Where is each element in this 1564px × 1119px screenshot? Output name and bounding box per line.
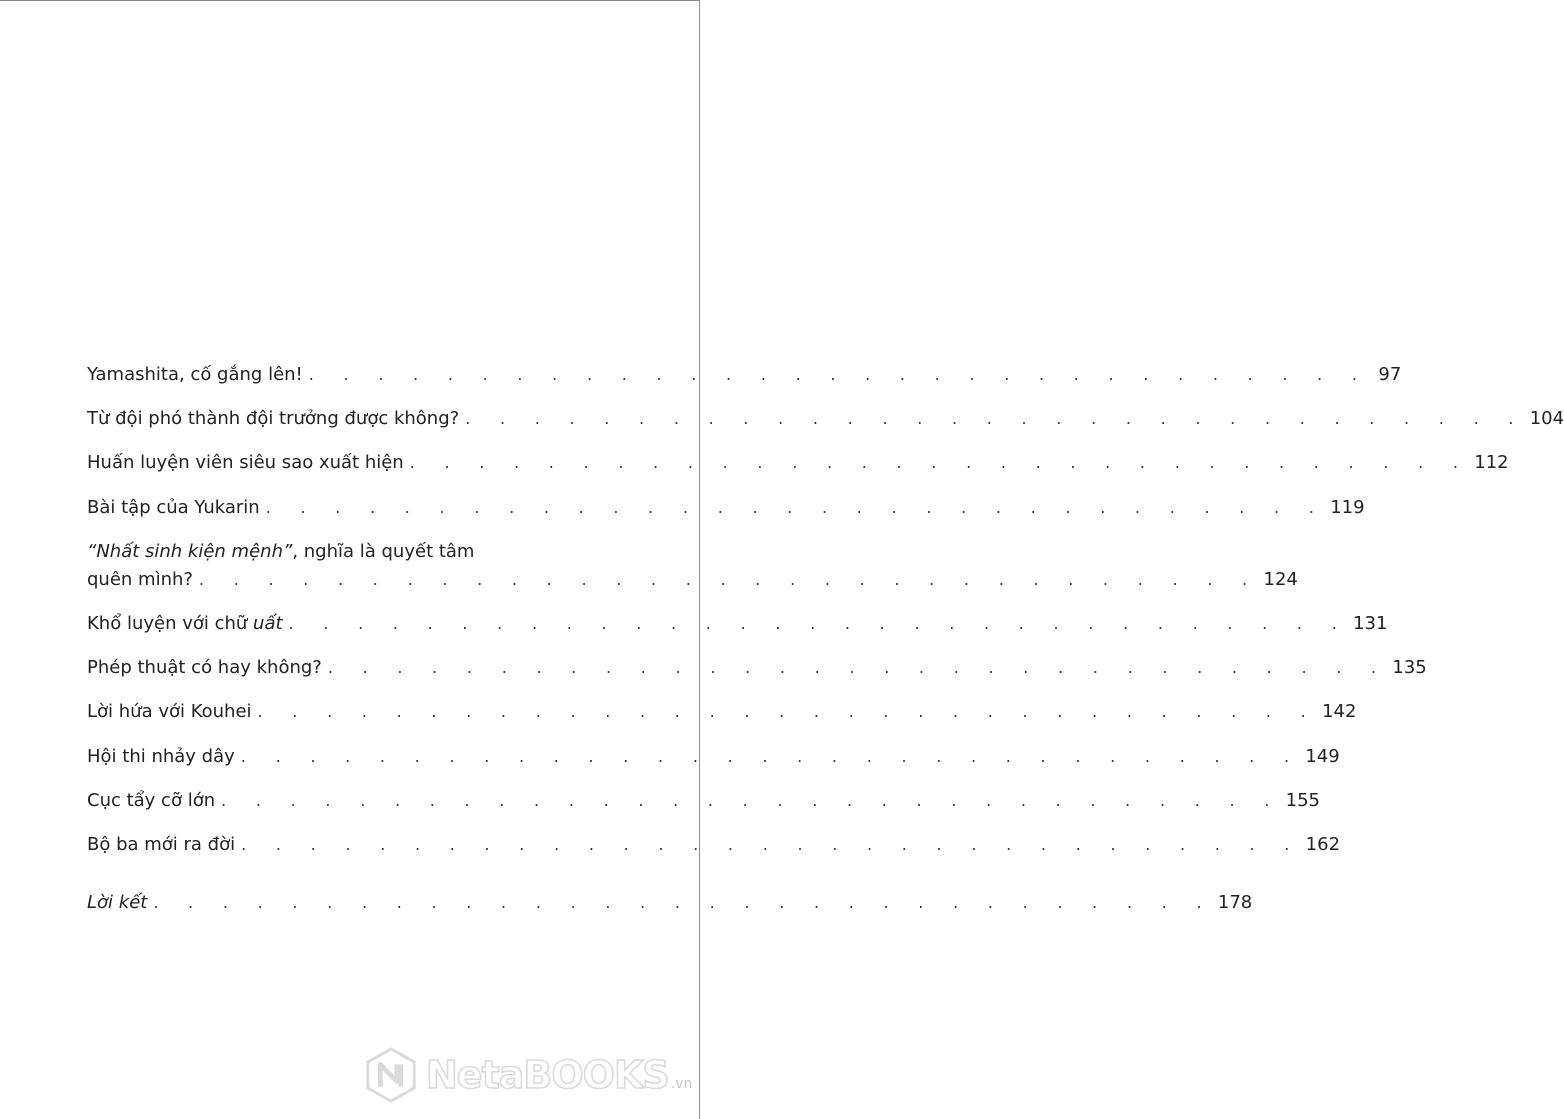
toc-entry[interactable] — [87, 653, 1427, 683]
toc-entry-page: 162 — [1305, 833, 1341, 855]
toc-entry-title: Cục tẩy cỡ lớn — [87, 786, 221, 816]
toc-entry-title: Huấn luyện viên siêu sao xuất hiện — [87, 448, 410, 478]
watermark-suffix: .vn — [670, 1076, 693, 1092]
toc-entry-title: Hội thi nhảy dây — [87, 742, 241, 772]
toc-entry-page: 142 — [1322, 701, 1357, 723]
toc-entry-page: 124 — [1263, 568, 1298, 590]
toc-entry-page: 131 — [1353, 612, 1388, 634]
toc-entry[interactable] — [87, 537, 1298, 595]
dot-leader: . . . . . . . . . . . . . . . . . . . . . . . . . . . . . . . — [327, 658, 1389, 678]
toc-entry-page: 104 — [1529, 408, 1564, 430]
toc-entry[interactable] — [87, 493, 1365, 523]
toc-entry-title: Yamashita, cố gắng lên! — [87, 360, 309, 390]
toc-entry[interactable] — [87, 448, 1509, 478]
toc-entry[interactable] — [87, 830, 1341, 860]
toc-entry-title-rest: , nghĩa là quyết tâm — [292, 540, 475, 562]
dot-leader: . . . . . . . . . . . . . . . . . . . . . . . . . . . . . . . — [198, 569, 1260, 589]
dot-leader: . . . . . . . . . . . . . . . . . . . . . . . . . . . . . . . — [241, 834, 1302, 854]
toc-entry-title: Lời kết — [87, 888, 153, 918]
toc-entry-page: 135 — [1392, 657, 1427, 679]
toc-entry-title-plain: Khổ luyện với chữ — [87, 612, 254, 634]
toc-entry[interactable] — [87, 742, 1340, 772]
dot-leader: . . . . . . . . . . . . . . . . . . . . . . . . . . . . . . . — [221, 790, 1282, 810]
toc-entry-page: 112 — [1474, 452, 1509, 474]
toc-entry-title: Bộ ba mới ra đời — [87, 830, 241, 860]
toc-entry-title: Từ đội phó thành đội trưởng được không? — [87, 404, 465, 434]
toc-entry-title-line1 — [87, 537, 617, 567]
toc-entry-title: quên mình? — [87, 565, 199, 595]
toc-entry[interactable] — [87, 786, 1321, 816]
dot-leader: . . . . . . . . . . . . . . . . . . . . . . . . . . . . . . . — [308, 365, 1370, 384]
page-border-top — [0, 0, 700, 1]
toc-entry-page: 149 — [1305, 745, 1340, 767]
netabooks-watermark — [362, 1040, 692, 1110]
toc-entry-title: Bài tập của Yukarin — [87, 493, 266, 523]
dot-leader: . . . . . . . . . . . . . . . . . . . . . . . . . . . . . . . — [288, 613, 1350, 633]
toc-entry[interactable] — [87, 697, 1357, 727]
toc-entry-epilogue[interactable] — [87, 888, 1253, 918]
toc-entry-quote: “Nhất sinh kiện mệnh” — [87, 540, 293, 562]
toc-entry[interactable] — [87, 609, 1388, 639]
toc-entry[interactable] — [87, 360, 1402, 390]
page-border-right — [699, 0, 700, 1119]
toc-entry-page: 97 — [1378, 364, 1402, 385]
dot-leader: . . . . . . . . . . . . . . . . . . . . . . . . . . . . . . . — [240, 746, 1302, 766]
dot-leader: . . . . . . . . . . . . . . . . . . . . . . . . . . . . . . . — [465, 409, 1526, 429]
dot-leader: . . . . . . . . . . . . . . . . . . . . . . . . . . . . . . . — [265, 497, 1327, 517]
dot-leader: . . . . . . . . . . . . . . . . . . . . . . . . . . . . . . . — [257, 702, 1319, 722]
dot-leader: . . . . . . . . . . . . . . . . . . . . . . . . . . . . . . . — [153, 892, 1214, 912]
toc-entry-title-italic: uất — [253, 612, 283, 634]
table-of-contents — [87, 360, 1564, 932]
watermark-brand: NetaBOOKS .vn — [426, 1053, 693, 1097]
toc-entry-title — [87, 609, 289, 639]
toc-entry-title: Lời hứa với Kouhei — [87, 697, 258, 727]
toc-entry-page: 178 — [1217, 891, 1253, 913]
neta-hexagon-logo-icon — [362, 1046, 420, 1104]
dot-leader: . . . . . . . . . . . . . . . . . . . . . . . . . . . . . . . — [409, 453, 1471, 473]
toc-entry-page: 155 — [1285, 789, 1321, 811]
toc-entry-page: 119 — [1330, 496, 1365, 518]
toc-entry-title: Phép thuật có hay không? — [87, 653, 328, 683]
toc-entry-title-line2 — [87, 565, 1298, 595]
toc-entry[interactable] — [87, 404, 1564, 434]
